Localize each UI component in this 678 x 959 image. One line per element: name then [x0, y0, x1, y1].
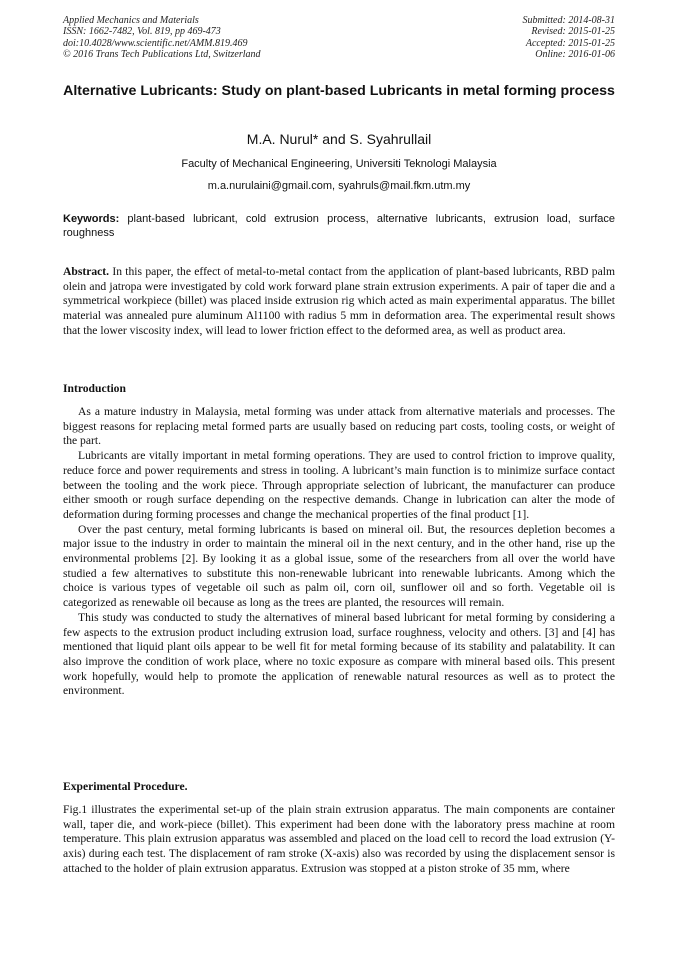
author-emails: m.a.nurulaini@gmail.com, syahruls@mail.fkm.utm.my [207, 180, 471, 192]
intro-paragraph-3: Over the past century, metal forming lubricants is based on mineral oil. But, the resources depletion becomes a major issue to the industry in order to maintain the mineral oil in the next century, and in the other hand, rise up the environmental problems [2]. By looking it as a global issue, some of the researchers from all over the world have studied a few alternatives to substitute this non-renewable lubricant into renewable lubricants. Among which the choice is various types of vegetable oil such as palm oil, corn oil, sunflower oil and so forth. Vegetable oil is categorized as renewable oil because as long as the trees are planted, the resources will remain. [63, 522, 615, 610]
date-submitted: Submitted: 2014-08-31 [522, 15, 615, 26]
experimental-section [63, 803, 615, 877]
paper-authors: M.A. Nurul* and S. Syahrullail [246, 131, 432, 147]
introduction-heading: Introduction [63, 382, 126, 395]
abstract-section [63, 265, 615, 339]
submission-dates [523, 15, 616, 60]
keywords-label: Keywords: [63, 213, 120, 225]
experimental-heading: Experimental Procedure. [63, 780, 188, 793]
date-accepted: Accepted: 2015-01-25 [525, 37, 615, 49]
keywords-section [63, 212, 615, 240]
journal-copyright: © 2016 Trans Tech Publications Ltd, Switzerland [63, 48, 261, 60]
abstract-text: In this paper, the effect of metal-to-metal contact from the application of plant-based lubricants, RBD palm olein and jatropa were investigated by cold work forward plane strain extrusion experiments. A pair of taper die and a symmetrical workpiece (billet) was placed inside extrusion rig which acted as main experimental apparatus. The billet material was annealed pure aluminum Al1100 with radius 5 mm in deformation area. The experimental result shows that the lower viscosity index, will lead to lower friction effect to the deformed area, as well as product area. [63, 265, 615, 337]
author-affiliation: Faculty of Mechanical Engineering, Universiti Teknologi Malaysia [181, 158, 497, 170]
abstract-label: Abstract. [63, 265, 110, 278]
intro-paragraph-1: As a mature industry in Malaysia, metal forming was under attack from alternative materials and processes. The biggest reasons for replacing metal formed parts are usually based on reducing part costs, tooling costs, or weight of the part. [63, 405, 615, 448]
paper-title: Alternative Lubricants: Study on plant-based Lubricants in metal forming process [63, 83, 615, 99]
intro-paragraph-4: This study was conducted to study the alternatives of mineral based lubricant for metal forming by considering a few aspects to the extrusion product including extrusion load, surface roughness, velocity and others. [3] and [4] has mentioned that liquid plant oils appear to be well fit for metal forming because of its stability and palatability. It can also improve the condition of work place, where no toxic exposure as compare with mineral based oils. This present work hopefully, would help to promote the application of renewable natural resources as well as to protect the environment. [63, 610, 615, 698]
journal-doi: doi:10.4028/www.scientific.net/AMM.819.469 [63, 37, 248, 49]
keywords-text: plant-based lubricant, cold extrusion process, alternative lubricants, extrusion load, surface roughness [63, 213, 615, 239]
date-revised: Revised: 2015-01-25 [531, 26, 615, 38]
introduction-section [63, 405, 615, 699]
date-online: Online: 2016-01-06 [535, 48, 615, 60]
experimental-paragraph-1: Fig.1 illustrates the experimental set-up of the plain strain extrusion apparatus. The main components are container wall, taper die, and work-piece (billet). This experiment had been done with the laboratory press machine at room temperature. This plain extrusion apparatus was assembled and placed on the load cell to record the load extrusion (Y-axis) during each test. The displacement of ram stroke (X-axis) also was recorded by using the displacement sensor is attached to the holder of plain extrusion apparatus. Extrusion was stopped at a piston stroke of 35 mm, where [63, 803, 615, 875]
journal-info [63, 15, 261, 60]
abstract-paragraph [63, 265, 615, 339]
journal-issn: ISSN: 1662-7482, Vol. 819, pp 469-473 [63, 26, 221, 38]
intro-paragraph-2: Lubricants are vitally important in metal forming operations. They are used to control friction to improve quality, reduce force and power requirements and stress in tooling. A lubricant’s main function is to minimize surface contact between the tooling and the work piece. Through appropriate selection of lubricant, the manufacturer can produce either smooth or rough surface depending on the respective demands. Change in lubrication can alter the mode of deformation during forming processes and change the mechanical properties of the final product [1]. [63, 449, 615, 521]
journal-name: Applied Mechanics and Materials [63, 15, 199, 26]
